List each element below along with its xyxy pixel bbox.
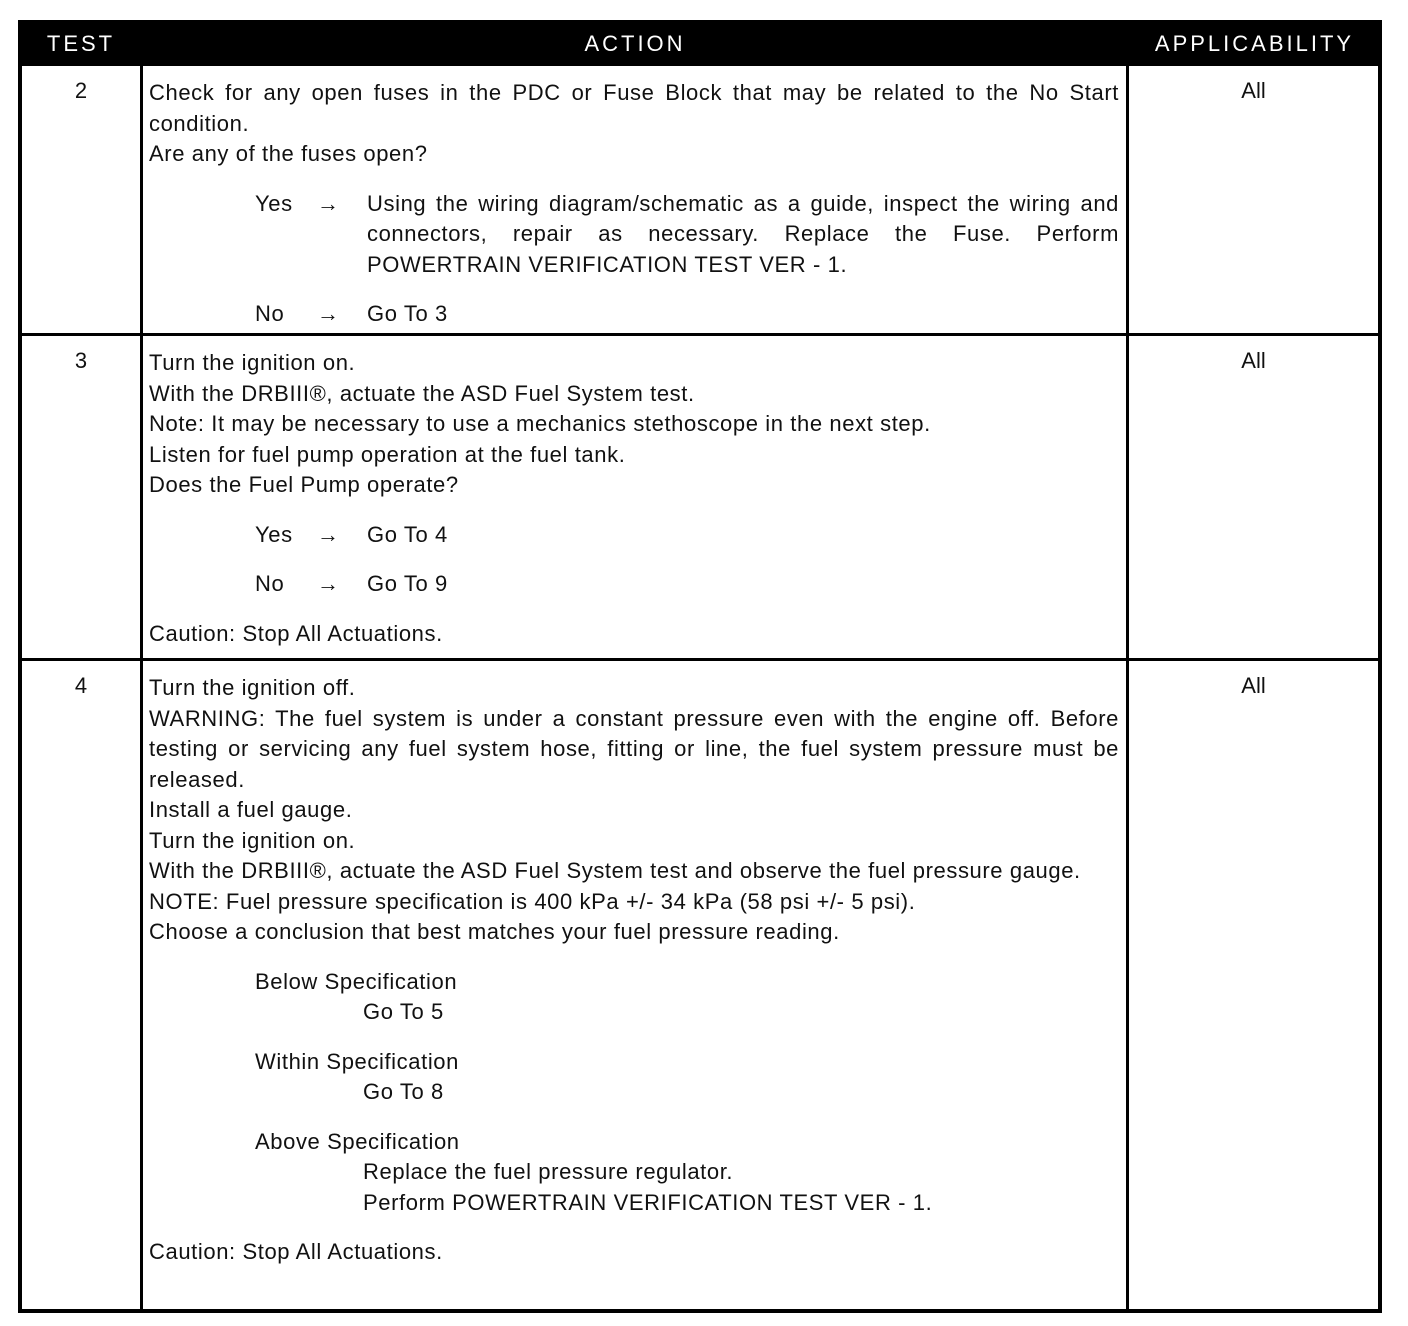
arrow-icon: →	[317, 301, 340, 326]
test-number: 3	[74, 348, 88, 373]
spec-label: Below Specification	[255, 968, 458, 994]
action-line: With the DRBIII®, actuate the ASD Fuel System test and observe the fuel pressure gauge.	[149, 858, 1081, 883]
spec-result: Go To 5	[363, 999, 444, 1024]
header-test: TEST	[46, 31, 116, 56]
spec-result: Perform POWERTRAIN VERIFICATION TEST VER - 1.	[363, 1189, 933, 1215]
spec-result: Go To 8	[363, 1079, 444, 1104]
applicability-value: All	[1241, 78, 1266, 103]
action-line: Does the Fuel Pump operate?	[149, 472, 459, 497]
header-applicability: APPLICABILITY	[1154, 31, 1355, 56]
spec-label: Within Specification	[255, 1048, 459, 1074]
arrow-icon: →	[317, 521, 340, 547]
no-text: Go To 3	[367, 301, 448, 326]
no-label: No	[255, 571, 285, 596]
yes-label: Yes	[255, 521, 293, 547]
action-line: Check for any open fuses in the PDC or Fuse Block that may be related to the No Start condition.	[149, 80, 1119, 136]
action-line: Listen for fuel pump operation at the fuel tank.	[149, 441, 626, 467]
header-action: ACTION	[584, 31, 686, 56]
table-row	[22, 336, 1378, 658]
no-text: Go To 9	[367, 571, 448, 596]
test-number: 2	[74, 78, 88, 103]
spec-below	[255, 967, 1119, 1028]
arrow-icon: →	[317, 190, 340, 216]
applicability-value: All	[1241, 673, 1266, 698]
no-label: No	[255, 301, 285, 326]
yes-text: Using the wiring diagram/schematic as a guide, inspect the wiring and connectors, repair as necessary. Replace the Fuse. Perform POWERTRAIN VERIFICATION TEST VER - 1.	[367, 190, 1119, 277]
action-cell	[149, 78, 1119, 330]
action-line: Choose a conclusion that best matches your fuel pressure reading.	[149, 919, 840, 944]
table-header	[22, 24, 1378, 66]
test-number: 4	[74, 673, 88, 698]
action-line: Turn the ignition on.	[149, 827, 356, 853]
table-row	[22, 66, 1378, 333]
caution-text: Caution: Stop All Actuations.	[149, 620, 443, 646]
action-line: WARNING: The fuel system is under a constant pressure even with the engine off. Before testing or servicing any fuel system hose, fitting or line, the fuel system pressure must be released.	[149, 705, 1119, 792]
action-line: Note: It may be necessary to use a mechanics stethoscope in the next step.	[149, 411, 931, 436]
action-cell	[149, 348, 1119, 649]
action-line: With the DRBIII®, actuate the ASD Fuel System test.	[149, 380, 695, 406]
spec-above	[255, 1127, 1119, 1219]
action-line: Turn the ignition off.	[149, 675, 356, 700]
diagnostic-table	[18, 20, 1382, 1313]
yes-text: Go To 4	[367, 521, 448, 547]
yes-branch	[149, 520, 1119, 551]
yes-branch	[149, 189, 1119, 281]
no-branch	[149, 569, 1119, 600]
arrow-icon: →	[317, 571, 340, 596]
action-line: Install a fuel gauge.	[149, 797, 353, 822]
action-line: NOTE: Fuel pressure specification is 400 kPa +/- 34 kPa (58 psi +/- 5 psi).	[149, 888, 916, 914]
action-line: Turn the ignition on.	[149, 350, 356, 375]
spec-within	[255, 1047, 1119, 1108]
action-cell	[149, 673, 1119, 1268]
yes-label: Yes	[255, 190, 293, 216]
spec-label: Above Specification	[255, 1128, 460, 1154]
action-line: Are any of the fuses open?	[149, 141, 428, 166]
applicability-value: All	[1241, 348, 1266, 373]
caution-text: Caution: Stop All Actuations.	[149, 1239, 443, 1264]
no-branch	[149, 299, 1119, 330]
table-row	[22, 661, 1378, 1309]
spec-result: Replace the fuel pressure regulator.	[363, 1159, 734, 1184]
